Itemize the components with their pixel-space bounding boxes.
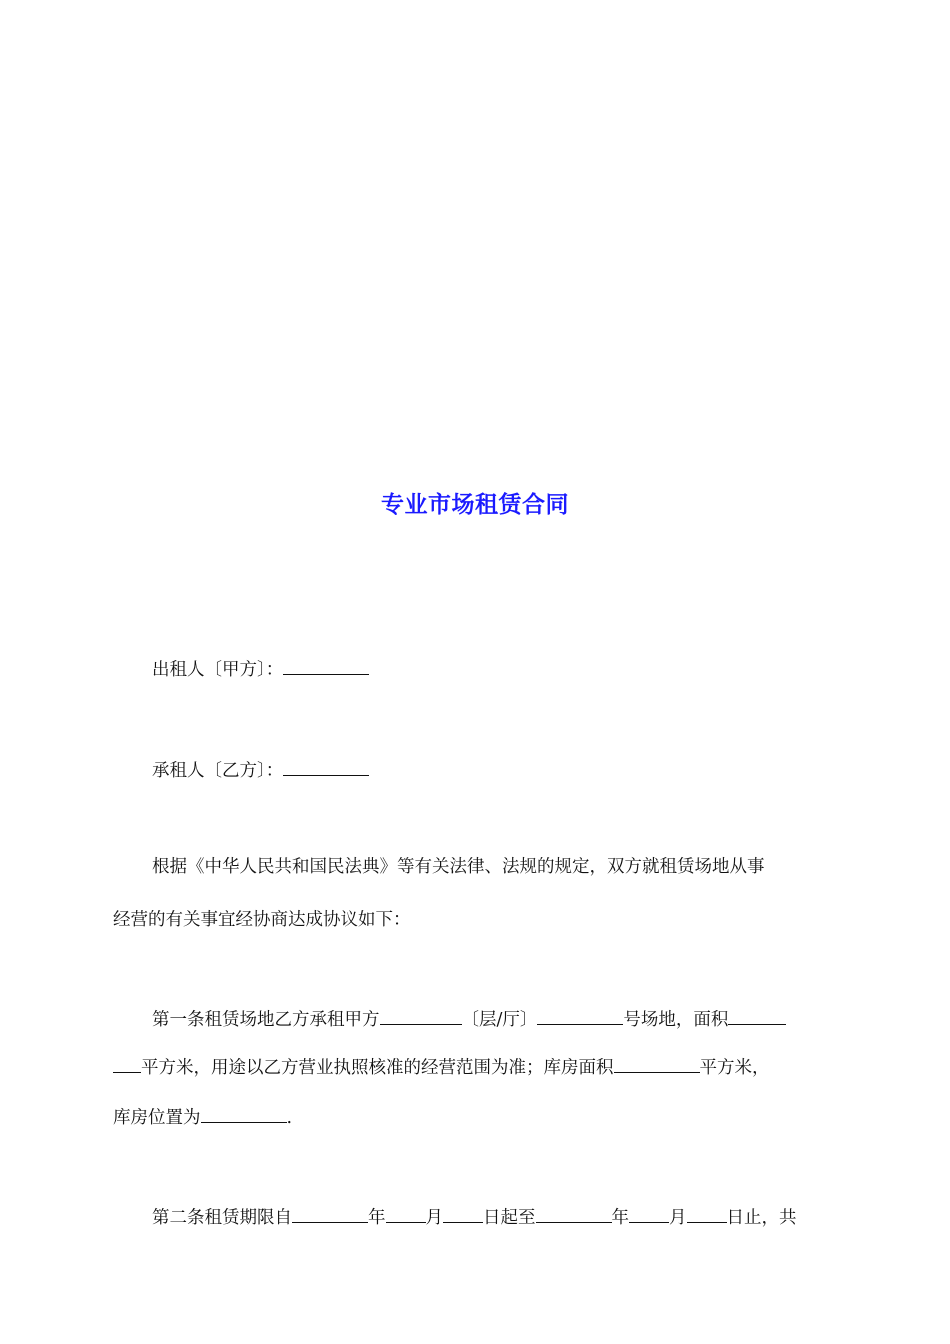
article1-text-d: 平方米，用途以乙方营业执照核准的经营范围为准；库房面积 — [141, 1058, 614, 1078]
lessee-blank — [283, 761, 369, 776]
lessee-line — [113, 761, 876, 780]
preamble-line-1 — [113, 858, 876, 876]
article2-blank-day-start — [443, 1208, 483, 1223]
article1-line-3 — [113, 1108, 837, 1127]
article2-text-g: 日止，共 — [726, 1208, 797, 1228]
preamble-text-2: 经营的有关事宜经协商达成协议如下： — [113, 910, 411, 930]
lessee-label: 承租人〔乙方〕： — [152, 761, 284, 781]
article2-text-d: 日起至 — [483, 1208, 536, 1228]
article2-blank-year-start — [292, 1208, 368, 1223]
article2-text-e: 年 — [611, 1208, 629, 1228]
article2-text-a: 第二条租赁期限自 — [152, 1208, 292, 1228]
article2-blank-year-end — [536, 1208, 612, 1223]
article2-blank-day-end — [687, 1208, 727, 1223]
lessor-label: 出租人〔甲方〕： — [152, 660, 284, 680]
article1-blank-2 — [537, 1010, 623, 1025]
article1-text-a: 第一条租赁场地乙方承租甲方 — [152, 1010, 380, 1030]
lessor-blank — [283, 660, 369, 675]
lessor-line — [113, 660, 876, 679]
article2-line-1 — [113, 1208, 876, 1227]
article1-line-1 — [113, 1010, 876, 1029]
article1-text-b: 〔层/厅〕 — [461, 1010, 538, 1030]
article1-blank-4 — [614, 1058, 700, 1073]
article1-text-c: 号场地，面积 — [623, 1010, 729, 1030]
article1-blank-3-cont — [113, 1058, 141, 1073]
article2-text-c: 月 — [425, 1208, 443, 1228]
article1-blank-1 — [380, 1010, 462, 1025]
article2-blank-month-start — [386, 1208, 426, 1223]
article2-blank-month-end — [629, 1208, 669, 1223]
document-title: 专业市场租赁合同 — [381, 492, 569, 518]
article1-text-g: . — [286, 1108, 293, 1128]
preamble-line-2 — [113, 911, 837, 929]
preamble-text-1: 根据《中华人民共和国民法典》等有关法律、法规的规定，双方就租赁场地从事 — [152, 857, 765, 877]
article2-text-f: 月 — [669, 1208, 687, 1228]
article1-line-2 — [113, 1058, 837, 1077]
article1-blank-3 — [728, 1010, 786, 1025]
article1-blank-5 — [201, 1108, 287, 1123]
article2-text-b: 年 — [368, 1208, 386, 1228]
article1-text-e: 平方米， — [699, 1058, 770, 1078]
article1-text-f: 库房位置为 — [113, 1108, 201, 1128]
